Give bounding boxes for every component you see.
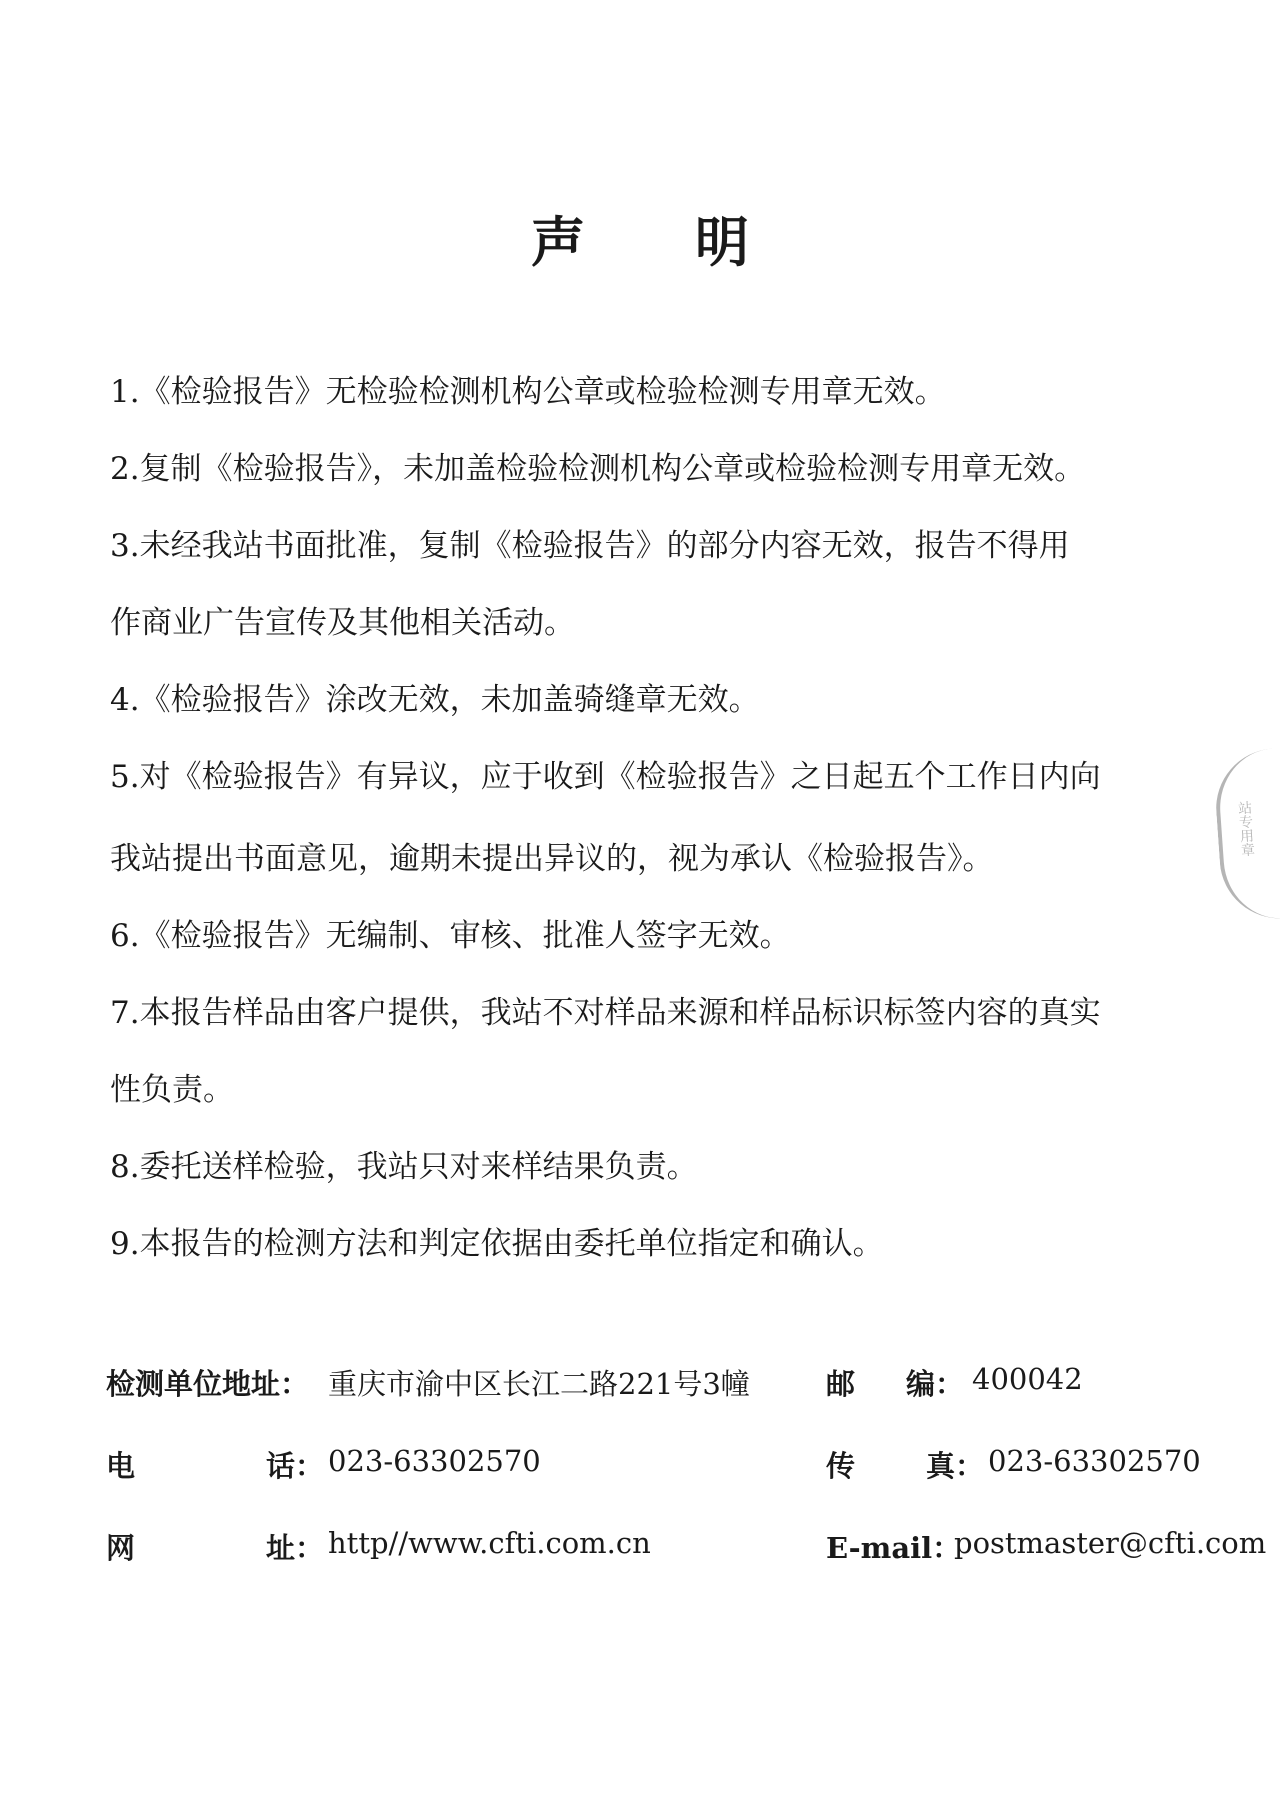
fax-label-a: 传 [826,1449,856,1483]
clause-line-4: 4.《检验报告》涂改无效，未加盖骑缝章无效。 [110,682,760,718]
title-char-1: 声 [531,210,585,274]
title-char-2: 明 [695,210,749,274]
postcode-label-b: 编： [906,1367,965,1401]
contact-row-phone [106,1444,1216,1526]
phone-value: 023-63302570 [328,1444,541,1478]
stamp-text: 站专用章 [1235,800,1256,858]
web-label-a: 网 [106,1531,136,1565]
phone-label-b: 话： [266,1449,325,1483]
phone-label-a: 电 [106,1449,136,1483]
clause-line-8: 8.委托送样检验，我站只对来样结果负责。 [110,1149,698,1185]
clause-line-1: 1.《检验报告》无检验检测机构公章或检验检测专用章无效。 [110,374,946,410]
clause-line-7-cont: 性负责。 [110,1072,234,1108]
page-title [0,200,1280,277]
address-value: 重庆市渝中区长江二路221号3幢 [328,1367,750,1401]
email-value[interactable]: postmaster@cfti.com [954,1526,1267,1560]
web-value[interactable]: http//www.cfti.com.cn [328,1526,651,1560]
clause-line-5-cont: 我站提出书面意见，逾期未提出异议的，视为承认《检验报告》。 [110,841,994,877]
clause-line-9: 9.本报告的检测方法和判定依据由委托单位指定和确认。 [110,1226,884,1262]
clause-line-6: 6.《检验报告》无编制、审核、批准人签字无效。 [110,918,791,954]
postcode-label-a: 邮 [826,1367,856,1401]
email-label: E-mail： [826,1531,962,1565]
contact-info [106,1362,1267,1608]
web-label-b: 址： [266,1531,325,1565]
contact-row-address [106,1362,1216,1444]
contact-row-web [106,1526,1267,1608]
clause-list [110,362,1210,1291]
clause-line-7: 7.本报告样品由客户提供，我站不对样品来源和样品标识标签内容的真实 [110,995,1101,1031]
clause-line-3: 3.未经我站书面批准，复制《检验报告》的部分内容无效，报告不得用 [110,528,1070,564]
clause-line-2: 2.复制《检验报告》，未加盖检验检测机构公章或检验检测专用章无效。 [110,451,1086,487]
clause-line-5: 5.对《检验报告》有异议，应于收到《检验报告》之日起五个工作日内向 [110,759,1101,795]
fax-label-b: 真： [926,1449,985,1483]
postcode-value: 400042 [972,1362,1083,1396]
clause-line-3-cont: 作商业广告宣传及其他相关活动。 [110,605,575,641]
fax-value: 023-63302570 [988,1444,1201,1478]
address-label: 检测单位地址： [106,1367,310,1401]
seal-stamp-fragment [1212,748,1280,923]
